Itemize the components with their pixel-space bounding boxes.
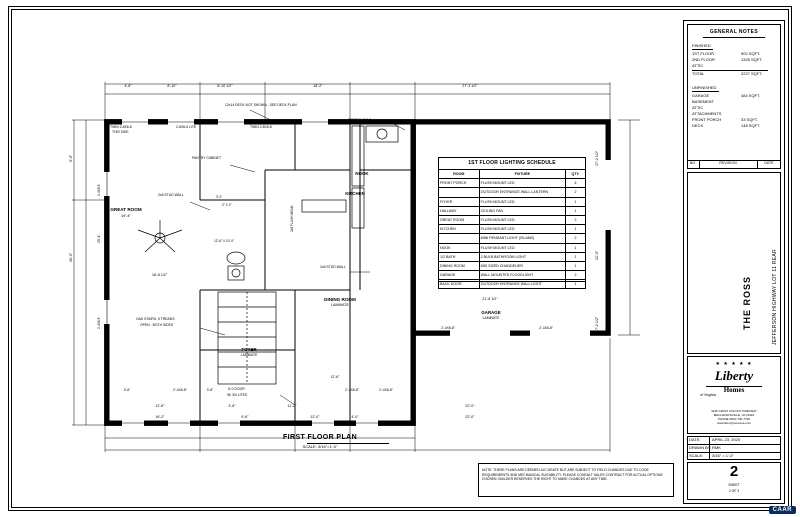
- finished-row-value: 902 SQFT.: [741, 51, 761, 56]
- dimension-bottom: 12'-6": [155, 404, 165, 408]
- annotation: W/ 3/4 LITES: [227, 393, 248, 397]
- dimension-left: 36'-0": [69, 252, 73, 262]
- annotation: OAK STAIRS, 5 TREADS: [136, 317, 175, 321]
- dimension-bottom: 9'-6": [241, 415, 249, 419]
- annotation: 12'-6" X 10'-0": [214, 239, 235, 243]
- general-notes-underline: [703, 37, 765, 38]
- dimension-left: 2-4X6-8: [97, 184, 101, 196]
- dimension-bottom: 11'-2": [287, 404, 297, 408]
- finished-row-label: ATTIC: [692, 63, 704, 68]
- cell-qty: 1: [565, 280, 585, 289]
- dimension-bottom: 12'-6": [330, 375, 340, 379]
- annotation: 16'-0" X 7'-0" GARAGE DOOR: [412, 225, 416, 272]
- cell-room: BACK DOOR: [439, 280, 480, 289]
- stair-treads: [218, 292, 276, 384]
- total-underline: [692, 70, 768, 71]
- room-label-foyer: FOYER: [241, 347, 257, 352]
- annotation: TWIN 2-8X6-8: [250, 125, 272, 129]
- disclaimer-text: NOTE: THESE PLANS ARE DEEMED ACCURATE BUT ARE SUBJECT TO FIELD CHANGES DUE TO CODE REQUIREMENTS AND MECHANICAL SUITABILITY. PLEASE CONSULT SALES CONTRACT FOR ACTUAL OPTIONS CHOSEN. BUILDER RESERVES THE RIGHT TO MAKE CHANGES AT ANY TIME.: [482, 468, 663, 482]
- cell-qty: 1: [565, 225, 585, 234]
- cell-fixture: FLUSH MOUNT LED: [479, 243, 565, 252]
- plan-scale: SCALE: 3/16"=1'-0": [302, 444, 338, 449]
- finished-row-label: 2ND FLOOR: [692, 57, 715, 62]
- schedule-col-qty: QTY.: [565, 170, 585, 179]
- cell-room: KITCHEN: [439, 225, 480, 234]
- dimension-bottom: 2'-4X6-8": [379, 388, 393, 392]
- cell-fixture: FLUSH MOUNT LED: [479, 225, 565, 234]
- revision-col-no: NO.: [689, 161, 697, 165]
- cell-qty: 2: [565, 188, 585, 197]
- bathroom-fixtures: [227, 252, 245, 280]
- cell-fixture: 2 BULB BATHROOM LIGHT: [479, 252, 565, 261]
- dimension-bottom: 22'-0": [465, 415, 475, 419]
- sheet-number: 2: [729, 463, 739, 480]
- dimension-bottom: 3'-8": [123, 388, 131, 392]
- unfinished-label: UNFINISHED: [692, 85, 717, 90]
- unfinished-row-label: GARAGE: [692, 93, 710, 98]
- room-sub-garage: LAMINATE: [482, 316, 500, 320]
- scale-label: SCALE:: [689, 453, 704, 458]
- dimension-bottom: 3'-8": [206, 388, 214, 392]
- title-block-name-box: [687, 172, 781, 354]
- dimension-bottom: 4'-0": [351, 415, 359, 419]
- cell-fixture: WALL MOUNTED FLOODLIGHT: [479, 271, 565, 280]
- unfinished-row-label: FRONT PORCH: [692, 117, 722, 122]
- annotation: PANTRY CABINET: [192, 156, 222, 160]
- dimension-lines-left: [72, 120, 105, 425]
- sheet-of: 2 OF 3: [728, 489, 740, 493]
- logo-sub2: of Virginia: [700, 393, 716, 397]
- logo-sub: Homes: [723, 386, 745, 394]
- annotation: 2-8X6-8 LITE: [176, 125, 197, 129]
- annotation: 2" X 2": [222, 203, 232, 207]
- cell-fixture: CEILING FAN: [479, 206, 565, 215]
- annotation: 2x6 STUD WALL: [158, 193, 184, 197]
- cell-qty: 1: [565, 261, 585, 270]
- cell-fixture: OUTDOOR ENTRANCE WALL LIGHT: [479, 280, 565, 289]
- logo-web: www.libertyhomesva.com: [717, 421, 751, 425]
- finished-row-label: TOTAL: [692, 71, 705, 76]
- unfinished-row-label: BASEMENT: [692, 99, 715, 104]
- unfinished-row-value: 33 SQFT.: [741, 117, 758, 122]
- finished-label: FINISHED: [692, 43, 711, 48]
- dimension-bottom: 2'-4X6-8": [539, 326, 553, 330]
- unfinished-row-label: DECK: [692, 123, 704, 128]
- scale-value: 3/16" = 1'-0": [712, 453, 734, 458]
- general-notes-heading: GENERAL NOTES: [709, 29, 759, 35]
- dimension-garage-width: 21'-8 1/2": [482, 297, 498, 301]
- annotation: 12x14 DECK NOT SHOWN - SEE DECK PLAN: [225, 103, 297, 107]
- annotation: OPEN - BOTH SIDES: [140, 323, 174, 327]
- cell-room: NOOK: [439, 243, 480, 252]
- room-label-great-room: GREAT ROOM: [110, 207, 142, 212]
- annotation: 2x6 STUD WALL: [320, 265, 346, 269]
- cell-qty: 1: [565, 206, 585, 215]
- revision-col-revision: REVISION: [719, 161, 737, 165]
- cell-qty: 2: [565, 271, 585, 280]
- schedule-col-room: ROOM: [439, 170, 480, 179]
- ceiling-fan-icon: [138, 220, 182, 252]
- dimension-top: 8'-10 1/2": [217, 84, 233, 88]
- dimension-right: 17'-2 1/2": [595, 316, 599, 332]
- room-dim-great-room: 19'-4": [121, 214, 131, 218]
- annotation: 6'-0 DOOR: [228, 387, 245, 391]
- cell-fixture: OUTDOOR ENTRANCE WALL LANTERN: [479, 188, 565, 197]
- room-sub-dining-room: LAMINATE: [331, 303, 349, 307]
- wall-openings: [104, 119, 611, 426]
- cell-room: HALLWAY: [439, 206, 480, 215]
- cell-fixture: MID SIZED CHANDELIER: [479, 261, 565, 270]
- cell-fixture: FLUSH MOUNT LED: [479, 179, 565, 188]
- dimension-left: 9'-0": [69, 154, 73, 162]
- dimension-bottom: 16'-2": [155, 415, 165, 419]
- sheet-label: SHEET: [728, 483, 740, 487]
- dimension-lines-right: [618, 120, 640, 335]
- logo-phone: PHONE (804) 730-7730: [717, 417, 751, 421]
- finished-row-value: 1325 SQFT.: [741, 57, 763, 62]
- date-value: APRIL 23, 2020: [712, 437, 741, 442]
- cell-room: FRONT PORCH: [439, 179, 480, 188]
- dimension-bottom: 2'-4X6-8": [441, 326, 455, 330]
- dimension-bottom: 2'-4X6-8": [173, 388, 187, 392]
- unfinished-row-label: ATTIC: [692, 105, 704, 110]
- dimension-bottom: 2'-4X6-8": [345, 388, 359, 392]
- cell-room: 1/2 BATH: [439, 252, 480, 261]
- unfinished-row-value: 484 SQFT.: [741, 93, 761, 98]
- annotation: 2x8 FLUSH BEAM: [290, 205, 294, 232]
- caar-watermark: CAAR: [769, 506, 796, 514]
- leader-lines: [190, 110, 405, 405]
- dimension-top: 8'-10": [167, 84, 177, 88]
- unfinished-underline: [692, 91, 719, 92]
- revision-col-date: DATE: [764, 161, 774, 165]
- logo-stars: ★ ★ ★ ★ ★: [715, 361, 753, 367]
- dimension-left: 29'-4": [97, 234, 101, 243]
- cell-qty: 2: [565, 215, 585, 224]
- dimension-right: 17'-2 1/2": [595, 150, 599, 166]
- cell-room: GREAT ROOM: [439, 215, 480, 224]
- annotation: FIXED 2-4X6-0: [348, 118, 371, 122]
- logo-address-1: 4245 CROIX COLONY PARKWAY: [711, 409, 757, 413]
- dimension-top: 4'-8": [124, 84, 132, 88]
- lighting-schedule-title: 1ST FLOOR LIGHTING SCHEDULE: [468, 160, 556, 166]
- cell-qty: 1: [565, 243, 585, 252]
- logo-name: Liberty: [714, 368, 754, 383]
- cell-room: DINING ROOM: [439, 261, 480, 270]
- dimension-bottom: 3'-8": [228, 404, 236, 408]
- room-label-nook: NOOK: [355, 171, 369, 176]
- logo-address-2: MECHANICSVILLE, VA 23116: [713, 413, 755, 417]
- cell-qty: 4: [565, 179, 585, 188]
- project-name: JEFFERSON HIGHWAY LOT 11 REAR: [772, 249, 778, 345]
- dimension-top: 18'-2": [313, 84, 323, 88]
- schedule-col-fixture: FIXTURE: [479, 170, 565, 179]
- plan-title: FIRST FLOOR PLAN: [282, 434, 358, 441]
- drawn-value: RMK: [712, 445, 721, 450]
- plan-name: THE ROSS: [742, 275, 752, 330]
- date-label: DATE:: [689, 437, 701, 442]
- finished-row-value: 2227 SQFT.: [741, 71, 763, 76]
- room-label-dining-room: DINING ROOM: [324, 297, 356, 302]
- cell-qty: 1: [565, 197, 585, 206]
- cell-qty: 1: [565, 252, 585, 261]
- cell-fixture: MINI PENDANT LIGHT (ISLAND): [479, 234, 565, 243]
- drawn-label: DRAWN BY:: [689, 445, 712, 450]
- dimension-right: 22'-0": [595, 250, 599, 260]
- dimension-interior: 18'-8 1/2": [152, 273, 168, 277]
- dimension-bottom: 12'-0": [310, 415, 320, 419]
- dimension-bottom: 22'-0": [465, 404, 475, 408]
- finished-underline: [692, 49, 713, 50]
- dimension-top: 27'-3 1/2": [462, 84, 478, 88]
- unfinished-row-label: ATTACHMENTS: [692, 111, 722, 116]
- dimension-left: 2-4X6-8: [97, 317, 101, 329]
- finished-row-label: 1ST FLOOR: [692, 51, 715, 56]
- room-label-garage: GARAGE: [481, 310, 501, 315]
- annotation: TWIN 2-8X6-8: [110, 125, 132, 129]
- cell-fixture: FLUSH MOUNT LED: [479, 215, 565, 224]
- room-label-kitchen: KITCHEN: [345, 191, 365, 196]
- unfinished-row-value: 148 SQFT.: [741, 123, 761, 128]
- cell-fixture: FLUSH MOUNT LED: [479, 197, 565, 206]
- annotation: 3'-2": [216, 195, 223, 199]
- cell-qty: 2: [565, 234, 585, 243]
- cell-room: GARAGE: [439, 271, 480, 280]
- annotation: THIS SIDE: [112, 130, 129, 134]
- cell-room: FOYER: [439, 197, 480, 206]
- room-sub-foyer: LAMINATE: [240, 353, 258, 357]
